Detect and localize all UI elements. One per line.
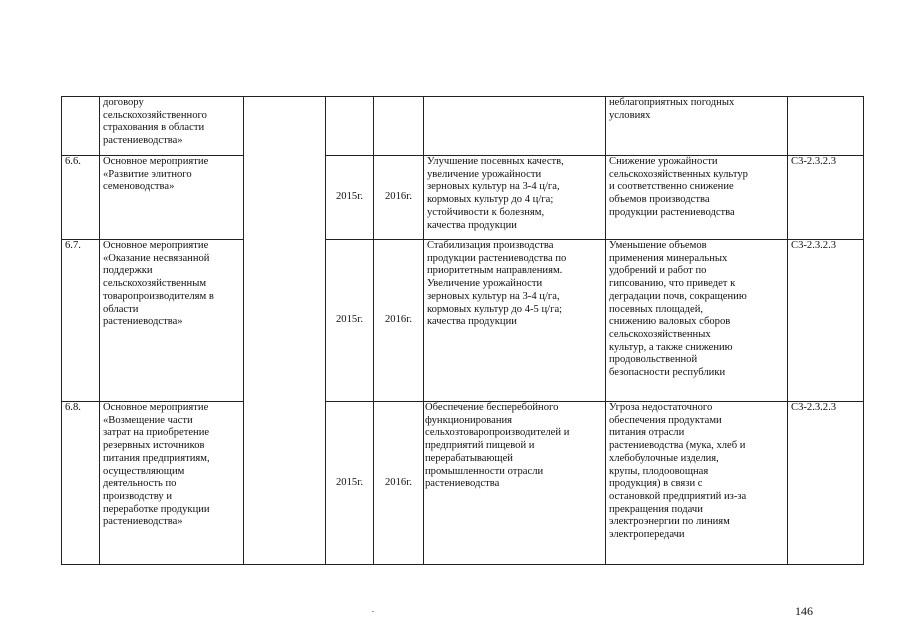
row-number-cell: 6.8. <box>62 402 100 565</box>
page-number: 146 <box>795 604 813 618</box>
expected-result-cell <box>424 97 606 156</box>
indicator-code-cell: С3-2.3.2.3 <box>788 240 864 402</box>
end-year-cell: 2016г. <box>374 156 424 240</box>
table-row <box>62 402 864 565</box>
program-activities-table <box>61 96 864 565</box>
indicator-code-cell: С3-2.3.2.3 <box>788 156 864 240</box>
row-number-cell: 6.7. <box>62 240 100 402</box>
risk-consequence-cell: Угроза недостаточного обеспечения продуктами питания отрасли растениеводства (мука, хлеб и хлебобулочные изделия, крупы, плодоовощная продукция) в связи с остановкой предприятий из-за прекращения подачи электроэнергии по линиям электропередачи <box>606 402 788 565</box>
table-row <box>62 156 864 240</box>
start-year-cell: 2015г. <box>326 240 374 402</box>
responsible-executor-cell <box>244 97 326 565</box>
end-year-cell: 2016г. <box>374 402 424 565</box>
expected-result-cell: Улучшение посевных качеств, увеличение урожайности зерновых культур на 3-4 ц/га, кормовых культур до 4 ц/га; устойчивости к болезням, качества продукции <box>424 156 606 240</box>
activity-name-cell: Основное мероприятие «Оказание несвязанной поддержки сельскохозяйственным товаропроизводителям в области растениеводства» <box>100 240 244 402</box>
start-year-cell <box>326 97 374 156</box>
start-year-cell: 2015г. <box>326 156 374 240</box>
risk-consequence-cell: Снижение урожайности сельскохозяйственных культур и соответственно снижение объемов производства продукции растениеводства <box>606 156 788 240</box>
activity-name-cell: Основное мероприятие «Возмещение части затрат на приобретение резервных источников питания предприятиям, осуществляющим деятельность по производству и переработке продукции растениеводства» <box>100 402 244 565</box>
indicator-code-cell <box>788 97 864 156</box>
expected-result-cell: Обеспечение бесперебойного функционирования сельхозтоваропроизводителей и предприятий пищевой и перерабатывающей промышленности отрасли растениеводства <box>424 402 606 565</box>
table-row <box>62 240 864 402</box>
activity-name-cell: Основное мероприятие «Развитие элитного семеноводства» <box>100 156 244 240</box>
row-number-cell: 6.6. <box>62 156 100 240</box>
table-row <box>62 97 864 156</box>
risk-consequence-cell: Уменьшение объемов применения минеральных удобрений и работ по гипсованию, что приведет к деградации почв, сокращению посевных площадей, снижению валовых сборов сельскохозяйственных культур, а также снижению продовольственной безопасности республики <box>606 240 788 402</box>
row-number-cell <box>62 97 100 156</box>
end-year-cell: 2016г. <box>374 240 424 402</box>
risk-consequence-cell: неблагоприятных погодных условиях <box>606 97 788 156</box>
end-year-cell <box>374 97 424 156</box>
indicator-code-cell: С3-2.3.2.3 <box>788 402 864 565</box>
start-year-cell: 2015г. <box>326 402 374 565</box>
scan-dot <box>372 611 374 612</box>
expected-result-cell: Стабилизация производства продукции растениеводства по приоритетным направлениям. Увеличение урожайности зерновых культур на 3-4 ц/га, кормовых культур до 4-5 ц/га; качества продукции <box>424 240 606 402</box>
activity-name-cell: договору сельскохозяйственного страхования в области растениеводства» <box>100 97 244 156</box>
